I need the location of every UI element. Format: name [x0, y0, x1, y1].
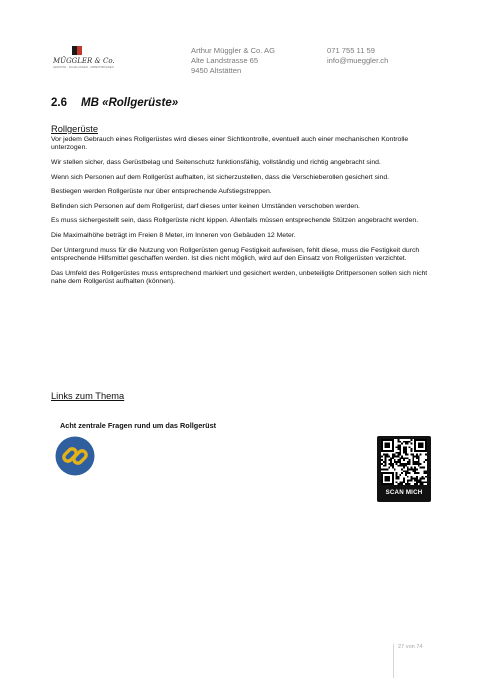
- section-heading: [51, 97, 178, 109]
- company-city: 9450 Altstätten: [191, 65, 242, 75]
- company-logo: [53, 46, 115, 74]
- logo-wordmark: MÜGGLER & Co.: [53, 57, 115, 65]
- logo-mark-icon: [72, 46, 82, 55]
- qr-scan-label: SCAN MICH: [385, 489, 423, 496]
- company-street: Alte Landstrasse 65: [191, 55, 259, 65]
- links-heading: Links zum Thema: [51, 391, 125, 401]
- paragraph: Der Untergrund muss für die Nutzung von Rollgerüsten genug Festigkeit aufweisen, fehlt diese, muss die Festigkeit durch entsprechende Hilfsmittel geschaffen werden. Ist dies nicht möglich, wird auf den Einsatz von Rollgerüsten verzichtet.: [51, 246, 420, 262]
- page-number: 27 von 74: [393, 644, 423, 678]
- paragraph: Vor jedem Gebrauch eines Rollgerüstes wird dieses einer Sichtkontrolle, eventuell auch einer mechanischen Kontrolle unterzogen.: [51, 136, 409, 152]
- section-title: MB «Rollgerüste»: [81, 97, 179, 109]
- subsection-title: Rollgerüste: [51, 124, 99, 134]
- paragraph: Wenn sich Personen auf dem Rollgerüst aufhalten, ist sicherzustellen, dass die Verschieberollen gesichert sind.: [51, 173, 390, 181]
- company-email: info@mueggler.ch: [327, 55, 389, 65]
- link-item-title[interactable]: Acht zentrale Fragen rund um das Rollgerüst: [60, 421, 217, 430]
- company-address: [191, 46, 275, 75]
- paragraph: Die Maximalhöhe beträgt im Freien 8 Meter, im Inneren von Gebäuden 12 Meter.: [51, 231, 296, 239]
- paragraph: Wir stellen sicher, dass Gerüstbelag und Seitenschutz funktionsfähig, vollständig und richtig angebracht sind.: [51, 159, 381, 166]
- chain-link-icon[interactable]: [55, 436, 95, 476]
- qr-code-icon: [381, 439, 427, 485]
- company-name: Arthur Müggler & Co. AG: [191, 46, 275, 55]
- paragraph: Befinden sich Personen auf dem Rollgerüst, darf dieses unter keinen Umständen verschoben werden.: [51, 202, 360, 210]
- company-contact: [327, 46, 388, 66]
- body-text: [51, 136, 443, 293]
- section-number: 2.6: [51, 97, 67, 109]
- paragraph: Das Umfeld des Rollgerüstes muss entsprechend markiert und gesichert werden, unbeteiligte Drittpersonen sollen sich nicht nahe dem Rollgerüst aufhalten (können).: [51, 269, 428, 285]
- qr-code-badge[interactable]: [377, 436, 431, 502]
- paragraph: Bestiegen werden Rollgerüste nur über entsprechende Aufstiegstreppen.: [51, 188, 272, 196]
- company-phone: 071 755 11 59: [327, 46, 375, 55]
- logo-tagline: GERÜSTE · SCHALUNGEN · ARBEITSBÜHNEN: [53, 66, 114, 69]
- paragraph: Es muss sichergestellt sein, dass Rollgerüste nicht kippen. Allenfalls müssen entsprechende Stützen angebracht werden.: [51, 217, 419, 225]
